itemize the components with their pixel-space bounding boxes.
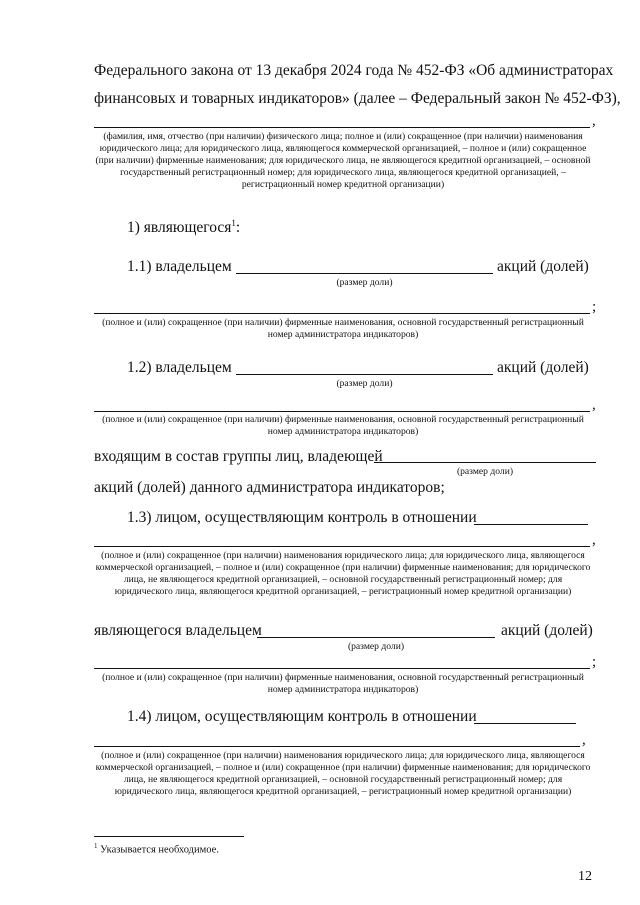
caption-person: (фамилия, имя, отчество (при наличии) физического лица; полное и (или) сокращенное (при наличии) наименования юридического лица; для юридического лица, являющегося коммерческой организацией, – полное и (или) сокращенное (при наличии) фирменные наименования; для юридического лица, не являющегося кредитной организацией, – основной государственный регистрационный номер; для юридического лица, являющегося кредитной организацией, – регистрационный номер кредитной организации) xyxy=(95,131,591,190)
control-field-1-3[interactable] xyxy=(474,524,588,525)
semicolon: ; xyxy=(592,654,597,670)
caption-1-4: (полное и (или) сокращенное (при наличии) наименования юридического лица; для юридического лица, являющегося коммерческой организацией, – полное и (или) сокращенное (при наличии) фирменные наименования; для юридического лица, не являющегося кредитной организацией, – основной государственный регистрационный номер; для юридического лица, являющегося кредитной организацией, – регистрационный номер кредитной организации) xyxy=(95,750,591,797)
group-tail: акций (долей) данного администратора индикаторов; xyxy=(94,479,445,496)
admin-caption-1-2: (полное и (или) сокращенное (при наличии) фирменные наименования, основной государственный регистрационный номер администратора индикаторов) xyxy=(102,414,584,437)
intro-line-2: финансовых и товарных индикаторов» (далее – Федеральный закон № 452-ФЗ), xyxy=(94,90,621,107)
group-share-caption: (размер доли) xyxy=(456,466,514,477)
item-1-2-label: 1.2) владельцем xyxy=(127,359,232,376)
item-1-1-label: 1.1) владельцем xyxy=(127,258,232,275)
owner-label-1-3: являющегося владельцем xyxy=(94,622,262,639)
entity-field-1-3[interactable] xyxy=(94,546,590,547)
item-1-4-label: 1.4) лицом, осуществляющим контроль в отношении xyxy=(127,708,477,725)
comma: , xyxy=(592,397,596,413)
comma: , xyxy=(582,732,586,748)
share-field-1-1[interactable] xyxy=(236,273,493,274)
person-name-field[interactable] xyxy=(94,127,590,128)
semicolon: ; xyxy=(592,299,597,315)
page-number: 12 xyxy=(578,869,592,884)
owner-suffix-1-3: акций (долей) xyxy=(501,622,593,639)
share-field-1-2[interactable] xyxy=(236,374,493,375)
caption-1-3: (полное и (или) сокращенное (при наличии) наименования юридического лица; для юридического лица, являющегося коммерческой организацией, – полное и (или) сокращенное (при наличии) фирменные наименования; для юридического лица, не являющегося кредитной организацией, – основной государственный регистрационный номер; для юридического лица, являющегося кредитной организацией, – регистрационный номер кредитной организации) xyxy=(95,550,591,597)
control-field-1-4[interactable] xyxy=(474,723,576,724)
entity-field-1-4[interactable] xyxy=(94,746,580,747)
footnote-separator xyxy=(94,836,244,837)
footnote: $^1$ Указывается необходимое. xyxy=(94,842,219,856)
share-field-1-3[interactable] xyxy=(257,637,495,638)
item-1-label: 1) являющегося$^1$: xyxy=(127,218,241,237)
comma: , xyxy=(592,113,596,129)
group-share-field[interactable] xyxy=(374,462,596,463)
intro-line-1: Федерального закона от 13 декабря 2024 года № 452-ФЗ «Об администраторах xyxy=(94,62,614,79)
admin-field-1-1[interactable] xyxy=(94,313,590,314)
admin-caption-1-1: (полное и (или) сокращенное (при наличии) фирменные наименования, основной государственный регистрационный номер администратора индикаторов) xyxy=(102,317,584,340)
share-caption-1-2: (размер доли) xyxy=(336,378,393,389)
share-caption-1-3: (размер доли) xyxy=(347,641,405,652)
item-1-3-label: 1.3) лицом, осуществляющим контроль в отношении xyxy=(127,509,477,526)
admin-caption-1-3: (полное и (или) сокращенное (при наличии) фирменные наименования, основной государственный регистрационный номер администратора индикаторов) xyxy=(102,672,584,695)
group-line-label: входящим в состав группы лиц, владеющей xyxy=(94,448,383,465)
comma: , xyxy=(592,532,596,548)
item-1-2-suffix: акций (долей) xyxy=(497,359,589,376)
admin-field-1-3[interactable] xyxy=(94,668,590,669)
item-1-1-suffix: акций (долей) xyxy=(497,258,589,275)
share-caption-1-1: (размер доли) xyxy=(336,277,393,288)
admin-field-1-2[interactable] xyxy=(94,411,590,412)
